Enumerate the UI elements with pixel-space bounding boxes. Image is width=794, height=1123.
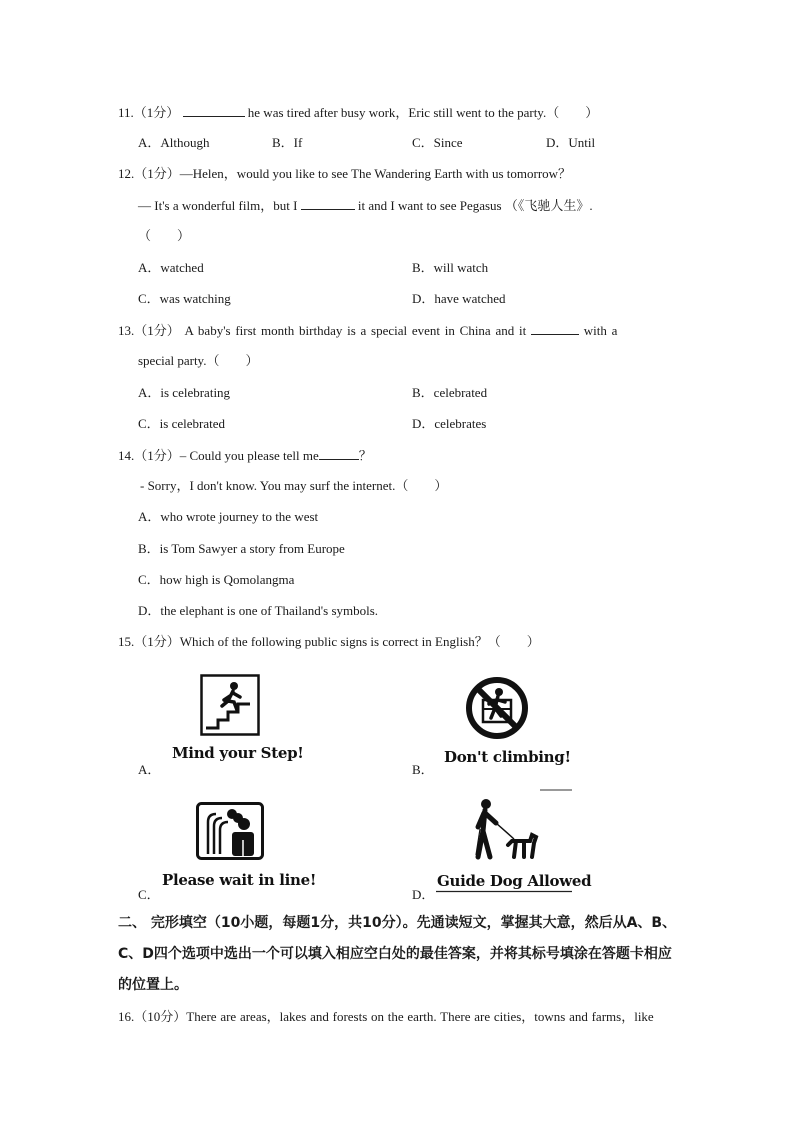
q11-option-c[interactable]: C．Since <box>412 135 463 150</box>
q12-reply: — It's a wonderful film，but I it and I want to see Pegasus （《飞驰人生》. <box>138 198 593 213</box>
q12-paren: （ ） <box>138 228 191 243</box>
section2-instructions-line3: 的位置上。 <box>118 977 188 993</box>
q15-option-d-caption: Guide Dog Allowed <box>437 872 592 890</box>
q14-option-b[interactable]: B．is Tom Sawyer a story from Europe <box>138 541 345 556</box>
q15-option-b-letter[interactable]: B． <box>412 762 434 777</box>
q13-blank <box>531 322 579 335</box>
q15-option-a-letter[interactable]: A． <box>138 762 161 777</box>
q12-option-a[interactable]: A．watched <box>138 260 204 275</box>
divider-line <box>540 789 572 791</box>
q12-option-c[interactable]: C．was watching <box>138 291 231 306</box>
q15-option-c-caption: Please wait in line! <box>162 871 317 889</box>
queue-icon <box>196 802 264 860</box>
q11-option-b[interactable]: B．If <box>272 135 303 150</box>
q12-option-b[interactable]: B．will watch <box>412 260 489 275</box>
stairs-walker-icon <box>200 674 260 736</box>
q13-option-c[interactable]: C．is celebrated <box>138 416 225 431</box>
q12-blank <box>301 197 355 210</box>
q13-option-d[interactable]: D．celebrates <box>412 416 487 431</box>
section2-instructions-line1: 二、 完形填空（10小题，每题1分，共10分）。先通读短文，掌握其大意，然后从A、B、 <box>118 915 677 931</box>
q11-blank <box>183 104 245 117</box>
q13-stem: 13.（1分） A baby's first month birthday is a special event in China and it with a <box>118 323 618 338</box>
q15-option-c-letter[interactable]: C． <box>138 887 160 902</box>
q15-stem: 15.（1分）Which of the following public signs is correct in English？（ ） <box>118 634 540 649</box>
q15-option-a-caption: Mind your Step! <box>172 744 304 762</box>
q14-option-c[interactable]: C．how high is Qomolangma <box>138 572 295 587</box>
q15-option-d-letter[interactable]: D． <box>412 887 435 902</box>
q12-option-d[interactable]: D．have watched <box>412 291 506 306</box>
q11-stem: 11.（1分） he was tired after busy work，Eric still went to the party.（ ） <box>118 105 599 120</box>
q15-option-b-caption: Don't climbing! <box>444 748 571 766</box>
q12-stem: 12.（1分）—Helen，would you like to see The Wandering Earth with us tomorrow？ <box>118 166 572 181</box>
q14-option-a[interactable]: A．who wrote journey to the west <box>138 509 319 524</box>
q16-stem: 16.（10分）There are areas，lakes and forests on the earth. There are cities，towns and farms，like <box>118 1009 654 1024</box>
section2-instructions-line2: C、D四个选项中选出一个可以填入相应空白处的最佳答案，并将其标号填涂在答题卡相应 <box>118 946 672 962</box>
q13-option-b[interactable]: B．celebrated <box>412 385 488 400</box>
q11-option-d[interactable]: D．Until <box>546 135 596 150</box>
caption-underline <box>436 890 572 893</box>
q14-blank <box>319 447 359 460</box>
q13-option-a[interactable]: A．is celebrating <box>138 385 231 400</box>
q13-stem-line2: special party.（ ） <box>138 353 259 368</box>
q14-option-d[interactable]: D．the elephant is one of Thailand's symbols. <box>138 603 379 618</box>
q14-stem: 14.（1分）– Could you please tell me ？ <box>118 448 372 463</box>
q14-reply: - Sorry，I don't know. You may surf the internet.（ ） <box>140 478 448 493</box>
guide-dog-icon <box>466 797 542 861</box>
q11-option-a[interactable]: A．Although <box>138 135 210 150</box>
no-climbing-icon <box>465 676 529 740</box>
